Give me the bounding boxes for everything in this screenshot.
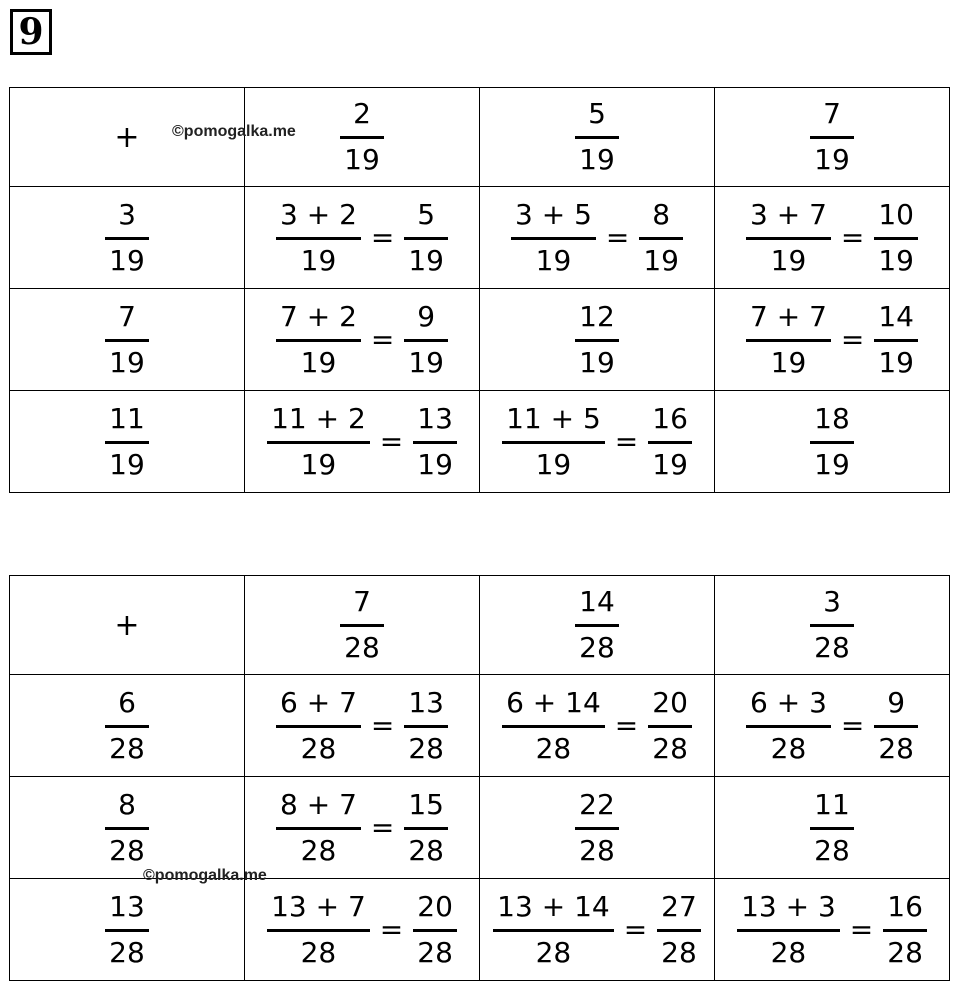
fraction	[105, 402, 149, 482]
result-fraction	[648, 402, 692, 482]
fraction	[105, 890, 149, 970]
denominator: 28	[417, 935, 453, 969]
fraction-bar	[810, 441, 854, 444]
numerator: 3	[118, 197, 136, 231]
equals-sign: =	[605, 221, 630, 254]
numerator: 5	[588, 97, 606, 130]
result-fraction	[413, 890, 457, 970]
denominator: 28	[878, 731, 914, 765]
task-number: 9	[10, 9, 52, 55]
fraction-bar	[404, 725, 448, 728]
sum-expression	[276, 788, 361, 868]
equals-sign: =	[840, 709, 865, 742]
fraction-bar	[575, 136, 619, 139]
equals-sign: =	[370, 709, 395, 742]
numerator: 6 + 7	[280, 685, 357, 719]
sum-expression	[502, 686, 605, 766]
denominator: 19	[770, 345, 807, 379]
fraction-bar	[746, 339, 831, 342]
denominator: 28	[770, 935, 807, 969]
sum-cell	[245, 777, 480, 879]
numerator: 2	[353, 97, 371, 130]
fraction-bar	[105, 929, 149, 932]
numerator: 13	[408, 685, 444, 719]
fraction-bar	[648, 725, 692, 728]
fraction-bar	[105, 339, 149, 342]
denominator: 19	[814, 143, 850, 176]
sum-expression	[746, 198, 831, 278]
row-label-cell	[10, 879, 245, 981]
numerator: 7	[353, 585, 371, 618]
denominator: 19	[109, 345, 145, 379]
sum-expression	[276, 198, 361, 278]
fraction	[575, 585, 619, 665]
equals-sign: =	[840, 323, 865, 356]
denominator: 19	[408, 345, 444, 379]
numerator: 13 + 14	[497, 889, 610, 923]
sum-cell	[480, 289, 715, 391]
equals-sign: =	[379, 913, 404, 946]
numerator: 5	[417, 197, 436, 231]
fraction-bar	[575, 624, 619, 627]
watermark: ©pomogalka.me	[172, 123, 296, 140]
equals-sign: =	[370, 221, 395, 254]
result-fraction	[639, 198, 683, 278]
fraction	[340, 97, 384, 177]
denominator: 19	[408, 243, 444, 277]
fraction-bar	[105, 827, 149, 830]
header-cell	[480, 576, 715, 675]
result-fraction	[404, 788, 448, 868]
numerator: 8	[118, 787, 136, 821]
fraction	[340, 585, 384, 665]
row-label-cell	[10, 391, 245, 493]
sum-expression	[737, 890, 840, 970]
numerator: 18	[814, 401, 850, 435]
sum-cell	[480, 777, 715, 879]
result-fraction	[874, 686, 918, 766]
denominator: 28	[408, 731, 444, 765]
denominator: 19	[814, 447, 850, 481]
equals-sign: =	[623, 913, 648, 946]
numerator: 6	[118, 685, 136, 719]
denominator: 19	[643, 243, 679, 277]
sum-cell	[480, 879, 715, 981]
sum-cell	[245, 675, 480, 777]
sum-cell	[480, 675, 715, 777]
result-fraction	[404, 300, 448, 380]
fraction-bar	[404, 339, 448, 342]
fraction	[105, 198, 149, 278]
numerator: 13	[417, 401, 453, 435]
equals-sign: =	[370, 811, 395, 844]
sum-cell	[245, 391, 480, 493]
sum-expression	[276, 686, 361, 766]
numerator: 7	[823, 97, 841, 130]
result-fraction	[648, 686, 692, 766]
numerator: 22	[579, 787, 615, 821]
denominator: 28	[652, 731, 688, 765]
sum-expression	[511, 198, 596, 278]
denominator: 19	[579, 143, 615, 176]
equals-sign: =	[614, 425, 639, 458]
row-label-cell	[10, 187, 245, 289]
numerator: 3 + 7	[750, 197, 827, 231]
sum-expression	[746, 686, 831, 766]
row-label-cell	[10, 777, 245, 879]
sum-cell	[715, 391, 950, 493]
fraction-bar	[340, 624, 384, 627]
fraction	[810, 97, 854, 177]
denominator: 28	[814, 833, 850, 867]
numerator: 11 + 5	[506, 401, 601, 435]
sum-expression	[267, 402, 370, 482]
denominator: 28	[109, 833, 145, 867]
fraction-bar	[810, 136, 854, 139]
denominator: 19	[344, 143, 380, 176]
fraction-bar	[511, 237, 596, 240]
numerator: 8 + 7	[280, 787, 357, 821]
numerator: 3 + 2	[280, 197, 357, 231]
sum-cell	[245, 289, 480, 391]
denominator: 28	[300, 935, 337, 969]
denominator: 28	[770, 731, 807, 765]
equals-sign: =	[840, 221, 865, 254]
fraction-bar	[874, 725, 918, 728]
numerator: 7 + 7	[750, 299, 827, 333]
sum-cell	[245, 187, 480, 289]
fraction-bar	[883, 929, 927, 932]
denominator: 28	[535, 731, 572, 765]
numerator: 13 + 7	[271, 889, 366, 923]
denominator: 28	[887, 935, 923, 969]
result-fraction	[575, 300, 619, 380]
denominator: 19	[300, 447, 337, 481]
sum-expression	[502, 402, 605, 482]
fraction-bar	[502, 725, 605, 728]
addition-table-1	[9, 87, 950, 493]
fraction-bar	[639, 237, 683, 240]
result-fraction	[404, 198, 448, 278]
numerator: 11	[109, 401, 145, 435]
denominator: 28	[344, 631, 380, 664]
denominator: 28	[579, 631, 615, 664]
fraction-bar	[105, 725, 149, 728]
result-fraction	[404, 686, 448, 766]
plus-operator: +	[114, 119, 140, 155]
numerator: 11 + 2	[271, 401, 366, 435]
fraction-bar	[105, 441, 149, 444]
denominator: 28	[408, 833, 444, 867]
fraction-bar	[267, 441, 370, 444]
result-fraction	[883, 890, 927, 970]
fraction	[810, 585, 854, 665]
denominator: 19	[300, 243, 337, 277]
fraction-bar	[404, 827, 448, 830]
numerator: 14	[878, 299, 914, 333]
sum-cell	[715, 289, 950, 391]
numerator: 16	[652, 401, 688, 435]
sum-cell	[480, 391, 715, 493]
fraction-bar	[276, 339, 361, 342]
fraction	[105, 300, 149, 380]
denominator: 28	[661, 935, 697, 969]
result-fraction	[810, 788, 854, 868]
numerator: 11	[814, 787, 850, 821]
equals-sign: =	[614, 709, 639, 742]
fraction-bar	[810, 827, 854, 830]
sum-cell	[715, 675, 950, 777]
fraction-bar	[502, 441, 605, 444]
fraction-bar	[746, 237, 831, 240]
numerator: 12	[579, 299, 615, 333]
sum-expression	[276, 300, 361, 380]
denominator: 19	[579, 345, 615, 379]
numerator: 10	[878, 197, 914, 231]
fraction-bar	[276, 827, 361, 830]
numerator: 13 + 3	[741, 889, 836, 923]
denominator: 19	[109, 447, 145, 481]
result-fraction	[810, 402, 854, 482]
result-fraction	[575, 788, 619, 868]
fraction-bar	[810, 624, 854, 627]
sum-expression	[267, 890, 370, 970]
row-label-cell	[10, 675, 245, 777]
numerator: 13	[109, 889, 145, 923]
denominator: 28	[109, 731, 145, 765]
sum-cell	[245, 879, 480, 981]
fraction-bar	[493, 929, 614, 932]
numerator: 6 + 3	[750, 685, 827, 719]
numerator: 14	[579, 585, 615, 618]
row-label-cell	[10, 289, 245, 391]
sum-expression	[746, 300, 831, 380]
fraction-bar	[874, 339, 918, 342]
fraction	[105, 686, 149, 766]
fraction-bar	[575, 827, 619, 830]
denominator: 28	[814, 631, 850, 664]
plus-operator: +	[114, 607, 140, 643]
fraction-bar	[413, 929, 457, 932]
numerator: 7	[118, 299, 136, 333]
watermark: ©pomogalka.me	[143, 867, 267, 884]
fraction-bar	[746, 725, 831, 728]
result-fraction	[874, 300, 918, 380]
result-fraction	[874, 198, 918, 278]
denominator: 19	[417, 447, 453, 481]
denominator: 28	[535, 935, 572, 969]
fraction-bar	[575, 339, 619, 342]
header-cell	[480, 88, 715, 187]
numerator: 20	[417, 889, 453, 923]
numerator: 7 + 2	[280, 299, 357, 333]
numerator: 27	[661, 889, 697, 923]
denominator: 19	[878, 243, 914, 277]
numerator: 8	[652, 197, 671, 231]
denominator: 19	[109, 243, 145, 277]
header-cell	[245, 576, 480, 675]
header-cell	[715, 576, 950, 675]
numerator: 9	[417, 299, 436, 333]
sum-expression	[493, 890, 614, 970]
sum-cell	[715, 879, 950, 981]
fraction-bar	[648, 441, 692, 444]
fraction-bar	[737, 929, 840, 932]
sum-cell	[480, 187, 715, 289]
numerator: 3 + 5	[515, 197, 592, 231]
fraction-bar	[276, 725, 361, 728]
numerator: 9	[887, 685, 906, 719]
addition-table-2	[9, 575, 950, 981]
equals-sign: =	[849, 913, 874, 946]
operator-cell	[10, 576, 245, 675]
fraction-bar	[105, 237, 149, 240]
denominator: 28	[579, 833, 615, 867]
denominator: 19	[535, 243, 572, 277]
result-fraction	[413, 402, 457, 482]
fraction	[105, 788, 149, 868]
numerator: 3	[823, 585, 841, 618]
denominator: 19	[878, 345, 914, 379]
denominator: 19	[770, 243, 807, 277]
equals-sign: =	[370, 323, 395, 356]
denominator: 19	[652, 447, 688, 481]
fraction-bar	[340, 136, 384, 139]
numerator: 15	[408, 787, 444, 821]
fraction-bar	[657, 929, 701, 932]
denominator: 28	[109, 935, 145, 969]
fraction-bar	[874, 237, 918, 240]
denominator: 19	[300, 345, 337, 379]
fraction-bar	[276, 237, 361, 240]
denominator: 28	[300, 833, 337, 867]
numerator: 16	[887, 889, 923, 923]
numerator: 6 + 14	[506, 685, 601, 719]
equals-sign: =	[379, 425, 404, 458]
denominator: 19	[535, 447, 572, 481]
fraction-bar	[404, 237, 448, 240]
fraction	[575, 97, 619, 177]
header-cell	[715, 88, 950, 187]
fraction-bar	[413, 441, 457, 444]
denominator: 28	[300, 731, 337, 765]
fraction-bar	[267, 929, 370, 932]
numerator: 20	[652, 685, 688, 719]
sum-cell	[715, 777, 950, 879]
sum-cell	[715, 187, 950, 289]
result-fraction	[657, 890, 701, 970]
